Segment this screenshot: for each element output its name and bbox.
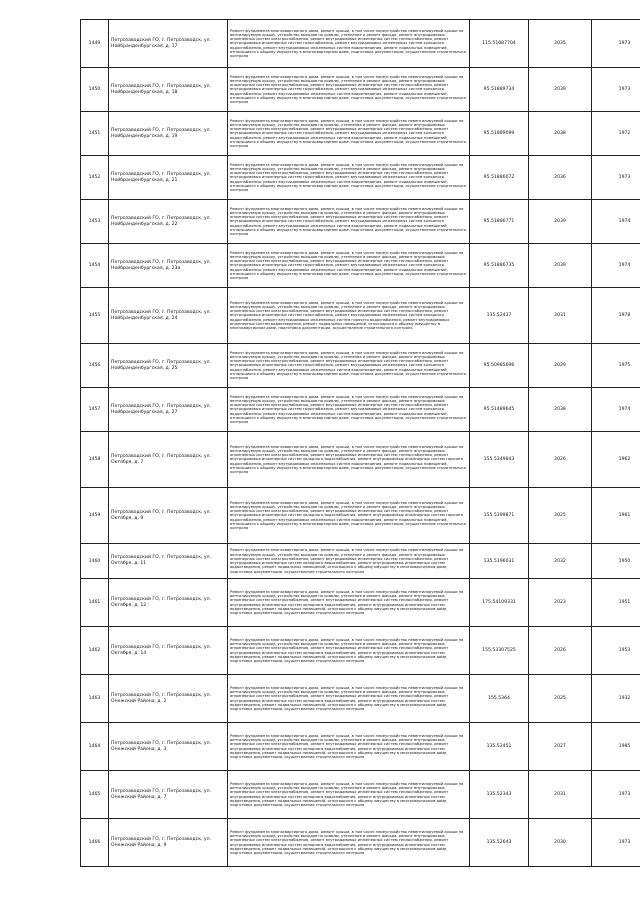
cost-cell: 95.51886771	[470, 200, 529, 244]
cost-cell: 135.52343	[470, 771, 529, 819]
build-year-cell: 1962	[592, 432, 640, 488]
works-cell: Ремонт фундамента многоквартирного дома, ремонт крыши, в том числе переустройство невентилируемой крыши на вентилируемую крышу, устройство выходов на кровлю, утепление и ремонт фасада, ремонт внутридомовых инженерных систем электроснабжения, ремонт внутридомовых инженерных систем теплоснабжения, ремонт внутридомовых инженерных систем холодного водоснабжения, ремонт внутридомовых инженерных систем горячего водоснабжения, ремонт внутридомовых инженерных систем водоотведения, ремонт подвальных помещений, относящихся к общему имуществу в многоквартирном доме, подготовка документации, осуществление строительного контроля	[228, 488, 470, 544]
address-cell: Петрозаводский ГО, г. Петрозаводск, ул. Нойбранденбургская, д. 17	[109, 20, 228, 68]
table-row	[81, 388, 640, 432]
table-row	[81, 723, 640, 771]
works-cell: Ремонт фундамента многоквартирного дома, ремонт крыши, в том числе переустройство невентилируемой крыши на вентилируемую крышу, устройство выходов на кровлю, утепление и ремонт фасада, ремонт внутридомовых инженерных систем электроснабжения, ремонт внутридомовых инженерных систем теплоснабжения, ремонт внутридомовых инженерных систем газоснабжения, ремонт внутридомовых инженерных систем холодного водоснабжения, ремонт внутридомовых инженерных систем водоотведения, ремонт подвальных помещений, относящихся к общему имуществу в многоквартирном доме, подготовка документации, осуществление строительного контроля	[228, 344, 470, 388]
works-cell: Ремонт фундамента многоквартирного дома, ремонт крыши, в том числе переустройство невентилируемой крыши на вентилируемую крышу, устройство выходов на кровлю, утепление и ремонт фасада, ремонт внутридомовых инженерных систем электроснабжения, ремонт внутридомовых инженерных систем теплоснабжения, ремонт внутридомовых инженерных систем холодного водоснабжения, ремонт внутридомовых инженерных систем водоотведения, ремонт подвальных помещений, относящихся к общему имуществу в многоквартирном доме, подготовка документации, осуществление строительного контроля	[228, 544, 470, 579]
table-row	[81, 156, 640, 200]
repair-year-cell: 2029	[529, 344, 592, 388]
table-row	[81, 488, 640, 544]
row-number-cell: 1455	[81, 288, 109, 344]
table-row	[81, 68, 640, 112]
address-cell: Петрозаводский ГО, г. Петрозаводск, ул. Нойбранденбургская, д. 23а	[109, 244, 228, 288]
cost-cell: 95.51889099	[470, 112, 529, 156]
repair-year-cell: 2023	[529, 579, 592, 627]
build-year-cell: 1953	[592, 627, 640, 675]
build-year-cell: 1978	[592, 288, 640, 344]
repair-year-cell: 2031	[529, 771, 592, 819]
address-cell: Петрозаводский ГО, г. Петрозаводск, ул. Нойбранденбургская, д. 22	[109, 200, 228, 244]
row-number-cell: 1460	[81, 544, 109, 579]
table-row	[81, 20, 640, 68]
repair-year-cell: 2026	[529, 627, 592, 675]
build-year-cell: 1974	[592, 200, 640, 244]
build-year-cell: 1985	[592, 723, 640, 771]
cost-cell: 115.51087704	[470, 20, 529, 68]
row-number-cell: 1459	[81, 488, 109, 544]
cost-cell: 155.5349843	[470, 432, 529, 488]
build-year-cell: 1932	[592, 675, 640, 723]
address-cell: Петрозаводский ГО, г. Петрозаводск, ул. Нойбранденбургская, д. 25	[109, 344, 228, 388]
cost-cell: 95.51886072	[470, 156, 529, 200]
table-row	[81, 432, 640, 488]
row-number-cell: 1461	[81, 579, 109, 627]
build-year-cell: 1975	[592, 344, 640, 388]
table-row	[81, 288, 640, 344]
works-cell: Ремонт фундамента многоквартирного дома, ремонт крыши, в том числе переустройство невентилируемой крыши на вентилируемую крышу, устройство выходов на кровлю, утепление и ремонт фасада, ремонт внутридомовых инженерных систем электроснабжения, ремонт внутридомовых инженерных систем теплоснабжения, ремонт внутридомовых инженерных систем холодного водоснабжения, ремонт внутридомовых инженерных систем водоотведения, ремонт подвальных помещений, относящихся к общему имуществу в многоквартирном доме, подготовка документации, осуществление строительного контроля	[228, 819, 470, 867]
table-row	[81, 579, 640, 627]
row-number-cell: 1465	[81, 771, 109, 819]
repair-year-cell: 2032	[529, 544, 592, 579]
cost-cell: 95.51889734	[470, 68, 529, 112]
build-year-cell: 1973	[592, 68, 640, 112]
address-cell: Петрозаводский ГО, г. Петрозаводск, ул. Нойбранденбургская, д. 24	[109, 288, 228, 344]
build-year-cell: 1973	[592, 20, 640, 68]
cost-cell: 95.51886735	[470, 244, 529, 288]
table-row	[81, 200, 640, 244]
repair-year-cell: 2026	[529, 432, 592, 488]
repair-year-cell: 2036	[529, 156, 592, 200]
address-cell: Петрозаводский ГО, г. Петрозаводск, ул. Октября, д. 7	[109, 432, 228, 488]
cost-cell: 155.5399871	[470, 488, 529, 544]
row-number-cell: 1449	[81, 20, 109, 68]
build-year-cell: 1961	[592, 488, 640, 544]
row-number-cell: 1451	[81, 112, 109, 156]
repair-year-cell: 2039	[529, 200, 592, 244]
address-cell: Петрозаводский ГО, г. Петрозаводск, ул. Нойбранденбургская, д. 27	[109, 388, 228, 432]
address-cell: Петрозаводский ГО, г. Петрозаводск, ул. Нойбранденбургская, д. 21	[109, 156, 228, 200]
works-cell: Ремонт фундамента многоквартирного дома, ремонт крыши, в том числе переустройство невентилируемой крыши на вентилируемую крышу, устройство выходов на кровлю, утепление и ремонт фасада, ремонт внутридомовых инженерных систем электроснабжения, ремонт внутридомовых инженерных систем теплоснабжения, ремонт внутридомовых инженерных систем холодного водоснабжения, ремонт внутридомовых инженерных систем горячего водоснабжения, ремонт внутридомовых инженерных систем водоотведения, ремонт подвальных помещений, относящихся к общему имуществу в многоквартирном доме, подготовка документации, осуществление строительного контроля	[228, 432, 470, 488]
works-cell: Ремонт фундамента многоквартирного дома, ремонт крыши, в том числе переустройство невентилируемой крыши на вентилируемую крышу, устройство выходов на кровлю, утепление и ремонт фасада, ремонт внутридомовых инженерных систем электроснабжения, ремонт внутридомовых инженерных систем теплоснабжения, ремонт внутридомовых инженерных систем газоснабжения, ремонт внутридомовых инженерных систем холодного водоснабжения, ремонт внутридомовых инженерных систем водоотведения, ремонт подвальных помещений, относящихся к общему имуществу в многоквартирном доме, подготовка документации, осуществление строительного контроля	[228, 156, 470, 200]
cost-cell: 95.50985696	[470, 344, 529, 388]
table-row	[81, 771, 640, 819]
row-number-cell: 1463	[81, 675, 109, 723]
address-cell: Петрозаводский ГО, г. Петрозаводск, ул. Октября, д. 14	[109, 627, 228, 675]
row-number-cell: 1454	[81, 244, 109, 288]
table-row	[81, 244, 640, 288]
repair-year-cell: 2025	[529, 675, 592, 723]
works-cell: Ремонт фундамента многоквартирного дома, ремонт крыши, в том числе переустройство невентилируемой крыши на вентилируемую крышу, устройство выходов на кровлю, утепление и ремонт фасада, ремонт внутридомовых инженерных систем электроснабжения, ремонт внутридомовых инженерных систем теплоснабжения, ремонт внутридомовых инженерных систем газоснабжения, ремонт внутридомовых инженерных систем холодного водоснабжения, ремонт внутридомовых инженерных систем водоотведения, ремонт подвальных помещений, относящихся к общему имуществу в многоквартирном доме, подготовка документации, осуществление строительного контроля	[228, 388, 470, 432]
works-cell: Ремонт фундамента многоквартирного дома, ремонт крыши, в том числе переустройство невентилируемой крыши на вентилируемую крышу, устройство выходов на кровлю, утепление и ремонт фасада, ремонт внутридомовых инженерных систем электроснабжения, ремонт внутридомовых инженерных систем теплоснабжения, ремонт внутридомовых инженерных систем газоснабжения, ремонт внутридомовых инженерных систем холодного водоснабжения, ремонт внутридомовых инженерных систем водоотведения, ремонт подвальных помещений, относящихся к общему имуществу в многоквартирном доме, подготовка документации, осуществление строительного контроля	[228, 20, 470, 68]
repair-year-cell: 2035	[529, 20, 592, 68]
row-number-cell: 1453	[81, 200, 109, 244]
works-cell: Ремонт фундамента многоквартирного дома, ремонт крыши, в том числе переустройство невентилируемой крыши на вентилируемую крышу, устройство выходов на кровлю, утепление и ремонт фасада, ремонт внутридомовых инженерных систем электроснабжения, ремонт внутридомовых инженерных систем теплоснабжения, ремонт внутридомовых инженерных систем холодного водоснабжения, ремонт внутридомовых инженерных систем водоотведения, ремонт подвальных помещений, относящихся к общему имуществу в многоквартирном доме, подготовка документации, осуществление строительного контроля	[228, 627, 470, 675]
table-row	[81, 344, 640, 388]
row-number-cell: 1457	[81, 388, 109, 432]
table-row	[81, 627, 640, 675]
works-cell: Ремонт фундамента многоквартирного дома, ремонт крыши, в том числе переустройство невентилируемой крыши на вентилируемую крышу, устройство выходов на кровлю, утепление и ремонт фасада, ремонт внутридомовых инженерных систем электроснабжения, ремонт внутридомовых инженерных систем теплоснабжения, ремонт внутридомовых инженерных систем холодного водоснабжения, ремонт внутридомовых инженерных систем водоотведения, ремонт подвальных помещений, относящихся к общему имуществу в многоквартирном доме, подготовка документации, осуществление строительного контроля	[228, 579, 470, 627]
works-cell: Ремонт фундамента многоквартирного дома, ремонт крыши, в том числе переустройство невентилируемой крыши на вентилируемую крышу, устройство выходов на кровлю, утепление и ремонт фасада, ремонт внутридомовых инженерных систем электроснабжения, ремонт внутридомовых инженерных систем теплоснабжения, ремонт внутридомовых инженерных систем холодного водоснабжения, ремонт внутридомовых инженерных систем водоотведения, ремонт подвальных помещений, относящихся к общему имуществу в многоквартирном доме, подготовка документации, осуществление строительного контроля	[228, 675, 470, 723]
repair-year-cell: 2039	[529, 244, 592, 288]
cost-cell: 135.52451	[470, 723, 529, 771]
repair-year-cell: 2038	[529, 388, 592, 432]
address-cell: Петрозаводский ГО, г. Петрозаводск, ул. Октября, д. 12	[109, 579, 228, 627]
table-row	[81, 675, 640, 723]
repair-year-cell: 2039	[529, 68, 592, 112]
cost-cell: 135.5196031	[470, 544, 529, 579]
build-year-cell: 1973	[592, 156, 640, 200]
table-row	[81, 112, 640, 156]
row-number-cell: 1456	[81, 344, 109, 388]
cost-cell: 155.5364	[470, 675, 529, 723]
works-cell: Ремонт фундамента многоквартирного дома, ремонт крыши, в том числе переустройство невентилируемой крыши на вентилируемую крышу, устройство выходов на кровлю, утепление и ремонт фасада, ремонт внутридомовых инженерных систем электроснабжения, ремонт внутридомовых инженерных систем теплоснабжения, ремонт внутридомовых инженерных систем холодного водоснабжения, ремонт внутридомовых инженерных систем водоотведения, ремонт подвальных помещений, относящихся к общему имуществу в многоквартирном доме, подготовка документации, осуществление строительного контроля	[228, 771, 470, 819]
works-cell: Ремонт фундамента многоквартирного дома, ремонт крыши, в том числе переустройство невентилируемой крыши на вентилируемую крышу, устройство выходов на кровлю, утепление и ремонт фасада, ремонт внутридомовых инженерных систем электроснабжения, ремонт внутридомовых инженерных систем теплоснабжения, ремонт внутридомовых инженерных систем холодного водоснабжения, ремонт внутридомовых инженерных систем водоотведения, ремонт подвальных помещений, относящихся к общему имуществу в многоквартирном доме, подготовка документации, осуществление строительного контроля	[228, 723, 470, 771]
row-number-cell: 1466	[81, 819, 109, 867]
cost-cell: 155.53307525	[470, 627, 529, 675]
address-cell: Петрозаводский ГО, г. Петрозаводск, ул. Октября, д. 9	[109, 488, 228, 544]
address-cell: Петрозаводский ГО, г. Петрозаводск, ул. Онежский Района, д. 7	[109, 771, 228, 819]
works-cell: Ремонт фундамента многоквартирного дома, ремонт крыши, в том числе переустройство невентилируемой крыши на вентилируемую крышу, устройство выходов на кровлю, утепление и ремонт фасада, ремонт внутридомовых инженерных систем электроснабжения, ремонт внутридомовых инженерных систем теплоснабжения, ремонт внутридомовых инженерных систем газоснабжения, ремонт внутридомовых инженерных систем холодного водоснабжения, ремонт внутридомовых инженерных систем водоотведения, ремонт подвальных помещений, относящихся к общему имуществу в многоквартирном доме, подготовка документации, осуществление строительного контроля	[228, 200, 470, 244]
row-number-cell: 1452	[81, 156, 109, 200]
build-year-cell: 1974	[592, 388, 640, 432]
cost-cell: 95.51489645	[470, 388, 529, 432]
cost-cell: 135.52437	[470, 288, 529, 344]
table-row	[81, 819, 640, 867]
address-cell: Петрозаводский ГО, г. Петрозаводск, ул. Нойбранденбургская, д. 18	[109, 68, 228, 112]
repair-program-table	[80, 19, 640, 867]
works-cell: Ремонт фундамента многоквартирного дома, ремонт крыши, в том числе переустройство невентилируемой крыши на вентилируемую крышу, устройство выходов на кровлю, утепление и ремонт фасада, ремонт внутридомовых инженерных систем электроснабжения, ремонт внутридомовых инженерных систем теплоснабжения, ремонт внутридомовых инженерных систем газоснабжения, ремонт внутридомовых инженерных систем холодного водоснабжения, ремонт внутридомовых инженерных систем горячего водоснабжения, ремонт внутридомовых инженерных систем водоотведения, ремонт подвальных помещений, относящихся к общему имуществу в многоквартирном доме, подготовка документации, осуществление строительного контроля	[228, 288, 470, 344]
repair-year-cell: 2031	[529, 288, 592, 344]
works-cell: Ремонт фундамента многоквартирного дома, ремонт крыши, в том числе переустройство невентилируемой крыши на вентилируемую крышу, устройство выходов на кровлю, утепление и ремонт фасада, ремонт внутридомовых инженерных систем электроснабжения, ремонт внутридомовых инженерных систем теплоснабжения, ремонт внутридомовых инженерных систем газоснабжения, ремонт внутридомовых инженерных систем холодного водоснабжения, ремонт внутридомовых инженерных систем водоотведения, ремонт подвальных помещений, относящихся к общему имуществу в многоквартирном доме, подготовка документации, осуществление строительного контроля	[228, 68, 470, 112]
address-cell: Петрозаводский ГО, г. Петрозаводск, ул. Нойбранденбургская, д. 19	[109, 112, 228, 156]
repair-year-cell: 2027	[529, 723, 592, 771]
build-year-cell: 1972	[592, 112, 640, 156]
build-year-cell: 1973	[592, 771, 640, 819]
row-number-cell: 1458	[81, 432, 109, 488]
address-cell: Петрозаводский ГО, г. Петрозаводск, ул. Онежский Района, д. 9	[109, 819, 228, 867]
address-cell: Петрозаводский ГО, г. Петрозаводск, ул. Онежский Района, д. 3	[109, 723, 228, 771]
cost-cell: 175.54109331	[470, 579, 529, 627]
row-number-cell: 1450	[81, 68, 109, 112]
build-year-cell: 1950	[592, 544, 640, 579]
repair-year-cell: 2030	[529, 819, 592, 867]
row-number-cell: 1464	[81, 723, 109, 771]
repair-year-cell: 2038	[529, 112, 592, 156]
table-body	[81, 20, 640, 867]
build-year-cell: 1974	[592, 244, 640, 288]
address-cell: Петрозаводский ГО, г. Петрозаводск, ул. Октября, д. 11	[109, 544, 228, 579]
build-year-cell: 1973	[592, 819, 640, 867]
table-row	[81, 544, 640, 579]
works-cell: Ремонт фундамента многоквартирного дома, ремонт крыши, в том числе переустройство невентилируемой крыши на вентилируемую крышу, устройство выходов на кровлю, утепление и ремонт фасада, ремонт внутридомовых инженерных систем электроснабжения, ремонт внутридомовых инженерных систем теплоснабжения, ремонт внутридомовых инженерных систем газоснабжения, ремонт внутридомовых инженерных систем холодного водоснабжения, ремонт внутридомовых инженерных систем водоотведения, ремонт подвальных помещений, относящихся к общему имуществу в многоквартирном доме, подготовка документации, осуществление строительного контроля	[228, 244, 470, 288]
row-number-cell: 1462	[81, 627, 109, 675]
repair-year-cell: 2025	[529, 488, 592, 544]
build-year-cell: 1951	[592, 579, 640, 627]
works-cell: Ремонт фундамента многоквартирного дома, ремонт крыши, в том числе переустройство невентилируемой крыши на вентилируемую крышу, устройство выходов на кровлю, утепление и ремонт фасада, ремонт внутридомовых инженерных систем электроснабжения, ремонт внутридомовых инженерных систем теплоснабжения, ремонт внутридомовых инженерных систем газоснабжения, ремонт внутридомовых инженерных систем холодного водоснабжения, ремонт внутридомовых инженерных систем водоотведения, ремонт подвальных помещений, относящихся к общему имуществу в многоквартирном доме, подготовка документации, осуществление строительного контроля	[228, 112, 470, 156]
cost-cell: 135.52643	[470, 819, 529, 867]
address-cell: Петрозаводский ГО, г. Петрозаводск, ул. Онежский Района, д. 2	[109, 675, 228, 723]
